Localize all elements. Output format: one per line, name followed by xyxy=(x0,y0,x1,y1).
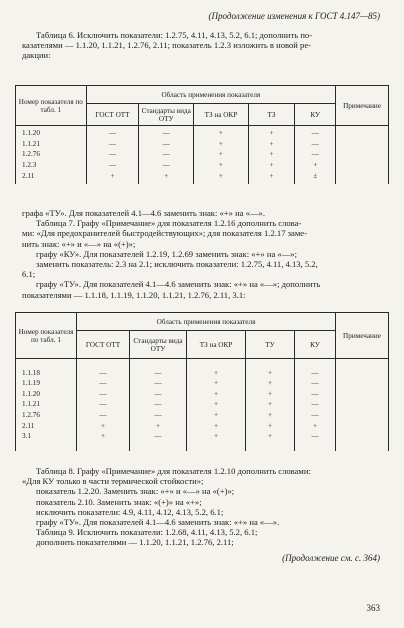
gost-column xyxy=(86,126,139,184)
sign: — xyxy=(311,129,319,138)
sign: + xyxy=(269,171,274,180)
sign: — xyxy=(311,432,319,441)
tz-okr-column xyxy=(194,126,249,184)
sign: + xyxy=(267,368,273,377)
sign: — xyxy=(154,368,162,377)
intro-line: дакции: xyxy=(22,50,51,61)
row-number: 2.11 xyxy=(22,421,35,430)
col-header-ku: КУ xyxy=(295,331,336,359)
sign: + xyxy=(213,379,219,388)
sign: + xyxy=(267,411,273,420)
sign: + xyxy=(100,432,106,441)
sign: — xyxy=(108,139,117,148)
row-number: 1.1.21 xyxy=(22,400,40,409)
sign: + xyxy=(164,171,169,180)
row-number: 1.2.76 xyxy=(22,411,40,420)
text-line: показатель 2.10. Заменить знак: «(+)» на «+»; xyxy=(36,496,202,507)
row-number: 1.1.18 xyxy=(22,368,40,377)
tz-okr-column xyxy=(187,359,246,451)
sign: — xyxy=(311,379,319,388)
sign: + xyxy=(100,421,106,430)
sign: — xyxy=(311,400,319,409)
sign: — xyxy=(162,161,170,170)
sign: + xyxy=(110,171,115,180)
sign: — xyxy=(99,400,107,409)
sign: + xyxy=(269,139,274,148)
sign: — xyxy=(154,411,162,420)
sign: + xyxy=(213,411,219,420)
sign: — xyxy=(108,161,117,170)
sign: + xyxy=(213,400,219,409)
gost-column xyxy=(77,359,130,451)
sign: — xyxy=(99,379,107,388)
text-line: нить знак: «+» и «—» на «(+)»; xyxy=(22,238,136,249)
sign: + xyxy=(218,150,223,159)
sign: + xyxy=(213,368,219,377)
text-line: исключить показатели: 4.9, 4.11, 4.12, 4.13, 5.2, 6.1; xyxy=(36,506,224,517)
text-line: дополнить показателями — 1.1.20, 1.1.21, 1.2.76, 2.11; xyxy=(36,537,234,548)
ku-column xyxy=(295,359,336,451)
intro-line: казателями — 1.1.20, 1.1.21, 1.2.76, 2.11; показатель 1.2.3 изложить в новой ре- xyxy=(22,40,312,51)
sign: + xyxy=(267,400,273,409)
text-line: Таблица 7. Графу «Примечание» для показателя 1.2.16 дополнить слова- xyxy=(36,218,302,229)
intro-line: Таблица 6. Исключить показатели: 1.2.75, 4.11, 4.13, 5.2, 6.1; дополнить по- xyxy=(36,30,313,40)
tu-column xyxy=(246,359,295,451)
col-header-tz-okr: ТЗ на ОКР xyxy=(187,331,246,359)
row-number: 1.2.3 xyxy=(22,161,37,170)
sign: — xyxy=(311,150,319,159)
col-header-tz-okr: ТЗ на ОКР xyxy=(194,104,249,126)
tz-column xyxy=(248,126,295,184)
col-header-number: Номер показателя по табл. 1 xyxy=(16,86,87,126)
sign: + xyxy=(218,139,223,148)
text-line: графу «КУ». Для показателей 1.2.19, 1.2.69 заменить знак: «+» на «—»; xyxy=(36,248,297,259)
text-line: заменить показатель: 2.3 на 2.1; исключить показатели: 1.2.75, 4.11, 4.13, 5.2, xyxy=(36,259,318,270)
note-column xyxy=(336,359,389,451)
sign: — xyxy=(311,139,319,148)
sign: + xyxy=(155,421,161,430)
col-header-gost: ГОСТ ОТТ xyxy=(86,104,139,126)
text-line: Таблица 8. Графу «Примечание» для показателя 1.2.10 дополнить словами: xyxy=(36,466,311,476)
col-header-otu: Стандарты вида ОТУ xyxy=(139,104,194,126)
sign: + xyxy=(312,421,318,430)
number-column xyxy=(16,126,87,184)
row-number: 1.1.19 xyxy=(22,379,40,388)
sign: + xyxy=(267,379,273,388)
sign: — xyxy=(311,368,319,377)
col-header-gost: ГОСТ ОТТ xyxy=(77,331,130,359)
sign: + xyxy=(267,389,273,398)
col-header-tz: ТЗ xyxy=(248,104,295,126)
text-line: «Для КУ только в части термической стойкости»; xyxy=(22,476,204,487)
col-header-note: Примечание xyxy=(336,313,389,359)
col-header-number: Номер показателя по табл. 1 xyxy=(16,313,77,359)
sign: — xyxy=(162,129,170,138)
otu-column xyxy=(139,126,194,184)
sign: — xyxy=(108,150,117,159)
col-group-header: Область применения показателя xyxy=(86,86,335,104)
intro-paragraph xyxy=(22,30,382,61)
text-line: графу «ТУ». Для показателей 4.1—4.6 заменить знак: «+» на «—»; дополнить xyxy=(36,279,321,290)
table-7-additions xyxy=(15,312,389,451)
sign: — xyxy=(311,411,319,420)
note-column xyxy=(336,126,389,184)
sign: + xyxy=(267,421,273,430)
table-6-additions xyxy=(15,85,389,184)
sign: + xyxy=(269,150,274,159)
continuation-note: (Продолжение см. с. 364) xyxy=(282,553,380,563)
col-header-note: Примечание xyxy=(336,86,389,126)
col-header-ku: КУ xyxy=(295,104,336,126)
page-number: 363 xyxy=(366,603,380,613)
sign: — xyxy=(99,411,107,420)
sign: — xyxy=(108,129,117,138)
text-line: Таблица 9. Исключить показатели: 1.2.68, 4.11, 4.13, 5.2, 6.1; xyxy=(36,527,258,538)
text-line: графа «ТУ». Для показателей 4.1—4.6 заменить знак: «+» на «—». xyxy=(22,208,265,218)
sign: — xyxy=(154,400,162,409)
row-number: 2.11 xyxy=(22,171,35,180)
text-line: показателями — 1.1.18, 1.1.19, 1.1.20, 1.1.21, 1.2.76, 2.11, 3.1: xyxy=(22,289,246,300)
sign: — xyxy=(162,150,170,159)
sign: + xyxy=(218,161,223,170)
sign: + xyxy=(213,432,219,441)
text-line: 6.1; xyxy=(22,269,36,280)
number-column xyxy=(16,359,77,451)
sign: + xyxy=(269,161,274,170)
otu-column xyxy=(130,359,187,451)
sign: — xyxy=(154,379,162,388)
sign: — xyxy=(99,389,107,398)
sign: — xyxy=(162,139,170,148)
col-header-tu: ТУ xyxy=(246,331,295,359)
sign: + xyxy=(267,432,273,441)
sign: — xyxy=(154,432,162,441)
sign: + xyxy=(218,129,223,138)
row-number: 1.1.21 xyxy=(22,139,40,148)
sign: ± xyxy=(313,171,318,180)
text-line: показатель 1.2.20. Заменить знак: «+» и «—» на «(+)»; xyxy=(36,486,235,497)
middle-paragraph xyxy=(22,208,382,300)
sign: — xyxy=(154,389,162,398)
col-header-otu: Стандарты вида ОТУ xyxy=(130,331,187,359)
ku-column xyxy=(295,126,336,184)
sign: + xyxy=(213,421,219,430)
sign: — xyxy=(311,389,319,398)
col-group-header: Область применения показателя xyxy=(77,313,336,331)
row-number: 1.2.76 xyxy=(22,150,40,159)
sign: + xyxy=(269,129,274,138)
text-line: ми: «Для предохранителей быстродействующих»; для показателя 1.2.17 заме- xyxy=(22,228,307,239)
sign: — xyxy=(99,368,107,377)
row-number: 1.1.20 xyxy=(22,389,40,398)
tail-paragraph xyxy=(22,466,382,548)
sign: + xyxy=(313,161,318,170)
row-number: 3.1 xyxy=(22,432,31,441)
sign: + xyxy=(213,389,219,398)
running-header: (Продолжение изменения к ГОСТ 4.147—85) xyxy=(208,11,380,21)
text-line: графу «ТУ». Для показателей 4.1—4.6 заменить знак: «+» на «—». xyxy=(36,517,280,528)
row-number: 1.1.20 xyxy=(22,129,40,138)
sign: + xyxy=(218,171,223,180)
